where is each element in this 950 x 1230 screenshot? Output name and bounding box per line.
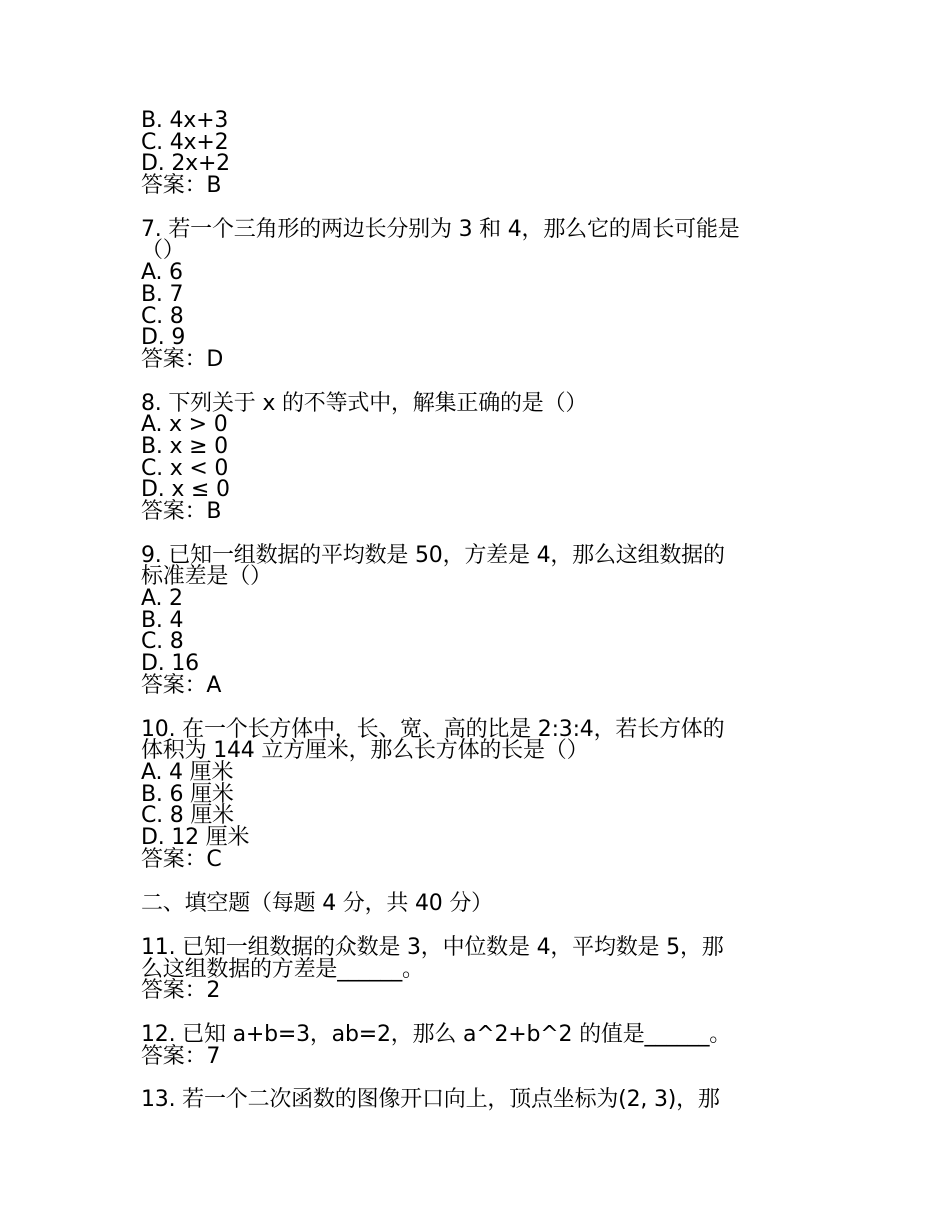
option-d: D. 9 [141, 325, 186, 351]
option-c: C. 8 厘米 [141, 803, 234, 829]
question-text: 13. 若一个二次函数的图像开口向上，顶点坐标为(2, 3)，那 [141, 1087, 720, 1113]
option-b: B. 4x+3 [141, 108, 229, 133]
option-a: A. 4 厘米 [141, 759, 234, 785]
answer: 答案：D [141, 346, 224, 372]
question-text: 10. 在一个长方体中，长、宽、高的比是 2:3:4，若长方体的 [141, 716, 725, 742]
option-d: D. 12 厘米 [141, 824, 250, 850]
answer: 答案：7 [141, 1043, 221, 1069]
answer: 答案：2 [141, 978, 221, 1004]
answer: 答案：A [141, 672, 222, 698]
option-d: D. 2x+2 [141, 151, 230, 177]
option-c: C. 8 [141, 629, 184, 655]
question-9 [141, 542, 821, 698]
question-text: 7. 若一个三角形的两边长分别为 3 和 4，那么它的周长可能是 [141, 216, 740, 242]
question-13 [141, 1089, 821, 1111]
question-text: 9. 已知一组数据的平均数是 50，方差是 4，那么这组数据的 [141, 542, 725, 568]
question-12 [141, 1024, 821, 1067]
question-6-tail [141, 110, 821, 197]
question-text-cont: （） [141, 238, 185, 264]
option-b: B. x ≥ 0 [141, 433, 228, 459]
document-page [141, 110, 821, 1111]
option-c: C. x < 0 [141, 455, 229, 481]
option-d: D. x ≤ 0 [141, 477, 230, 503]
answer: 答案：B [141, 499, 222, 524]
answer: 答案：C [141, 846, 222, 872]
question-text: 11. 已知一组数据的众数是 3，中位数是 4，平均数是 5，那 [141, 935, 724, 960]
option-b: B. 4 [141, 607, 184, 633]
question-text-cont: 么这组数据的方差是______。 [141, 956, 424, 982]
question-text-cont: 标准差是（） [141, 564, 272, 590]
option-c: C. 8 [141, 303, 184, 329]
option-a: A. x > 0 [141, 412, 228, 438]
question-11 [141, 937, 821, 1002]
section-title: 二、填空题（每题 4 分，共 40 分） [141, 891, 493, 917]
question-text: 12. 已知 a+b=3，ab=2，那么 a^2+b^2 的值是______。 [141, 1022, 732, 1048]
question-text-cont: 体积为 144 立方厘米，那么长方体的长是（） [141, 738, 589, 764]
question-text: 8. 下列关于 x 的不等式中，解集正确的是（） [141, 390, 588, 416]
question-8 [141, 390, 821, 524]
option-c: C. 4x+2 [141, 129, 229, 155]
option-b: B. 6 厘米 [141, 781, 234, 807]
option-b: B. 7 [141, 281, 184, 307]
section-heading-fill-in [141, 893, 821, 915]
question-7 [141, 216, 821, 372]
question-10 [141, 716, 821, 872]
option-a: A. 6 [141, 260, 183, 286]
option-a: A. 2 [141, 586, 183, 612]
answer: 答案：B [141, 173, 222, 199]
option-d: D. 16 [141, 651, 199, 677]
